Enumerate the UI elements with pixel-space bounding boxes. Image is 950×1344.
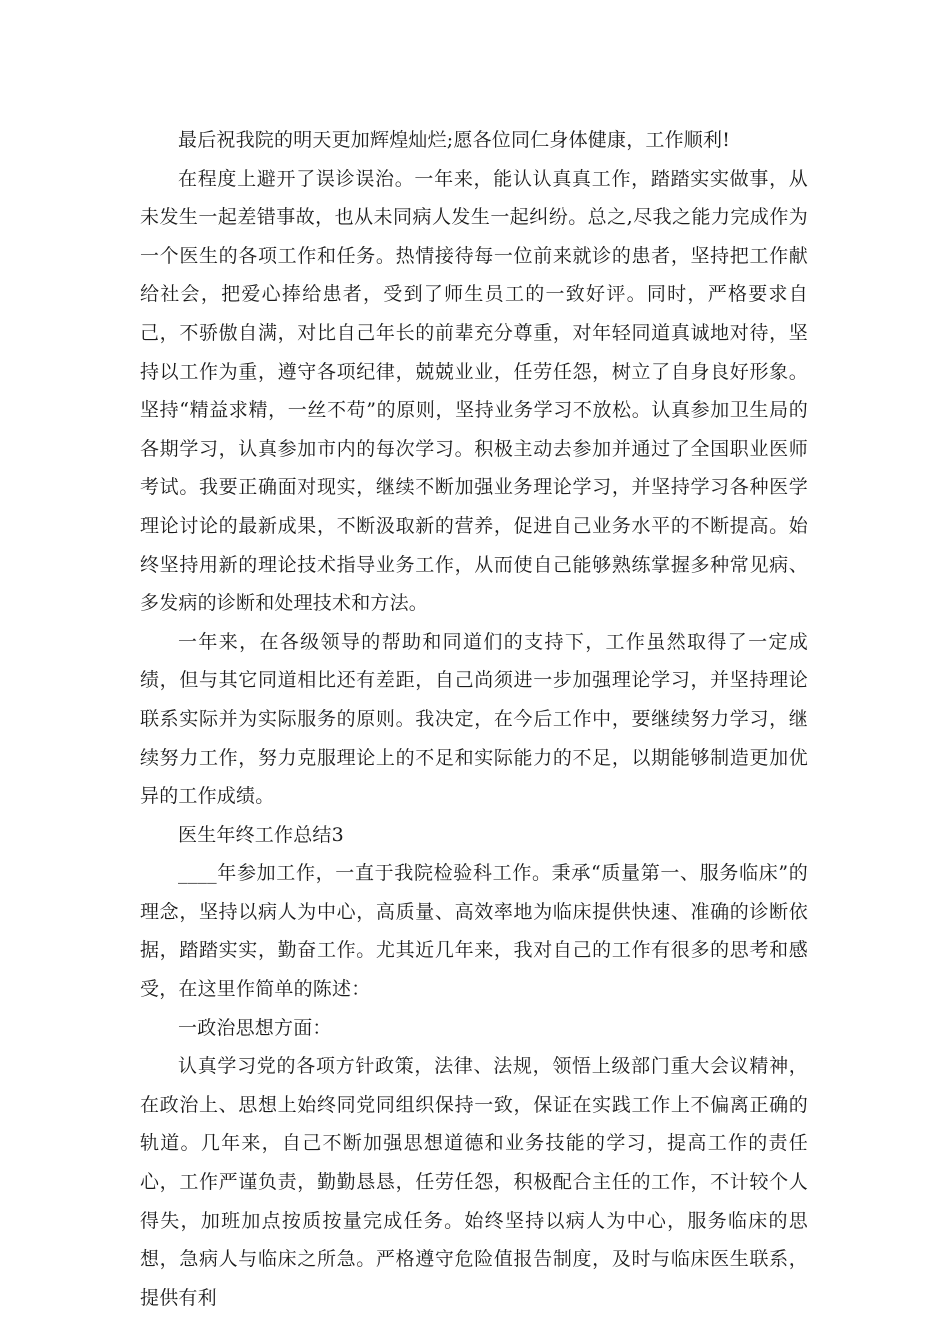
paragraph-closing-wishes: 最后祝我院的明天更加辉煌灿烂;愿各位同仁身体健康，工作顺利! (178, 129, 731, 151)
paragraph-future-plan: 一年来，在各级领导的帮助和同道们的支持下，工作虽然取得了一定成绩，但与其它同道相比还有差距，自己尚须进一步加强理论学习，并坚持理论联系实际并为实际服务的原则。我决定，在今后工作中，要继续努力学习，继续努力工作，努力克服理论上的不足和实际能力的不足，以期能够制造更加优异的工作成绩。 (140, 630, 808, 808)
section-heading-summary-3: 医生年终工作总结3 (178, 823, 344, 846)
subheading-political-thought: 一政治思想方面： (178, 1016, 332, 1039)
document-body (140, 121, 808, 1317)
paragraph-political-study: 认真学习党的各项方针政策，法律、法规，领悟上级部门重大会议精神，在政治上、思想上始终同党同组织保持一致，保证在实践工作上不偏离正确的轨道。几年来，自己不断加强思想道德和业务技能的学习，提高工作的责任心，工作严谨负责，勤勤恳恳，任劳任怨，积极配合主任的工作，不计较个人得失，加班加点按质按量完成任务。始终坚持以病人为中心，服务临床的思想，急病人与临床之所急。严格遵守危险值报告制度，及时与临床医生联系，提供有利 (140, 1055, 808, 1309)
paragraph-lab-work-intro: ____年参加工作，一直于我院检验科工作。秉承“质量第一、服务临床”的理念，坚持以病人为中心，高质量、高效率地为临床提供快速、准确的诊断依据，踏踏实实，勤奋工作。尤其近几年来，我对自己的工作有很多的思考和感受，在这里作简单的陈述： (140, 862, 808, 1001)
paragraph-work-review: 在程度上避开了误诊误治。一年来，能认认真真工作，踏踏实实做事，从未发生一起差错事故，也从未同病人发生一起纠纷。总之,尽我之能力完成作为一个医生的各项工作和任务。热情接待每一位前来就诊的患者，坚持把工作献给社会，把爱心捧给患者，受到了师生员工的一致好评。同时，严格要求自己，不骄傲自满，对比自己年长的前辈充分尊重，对年轻同道真诚地对待，坚持以工作为重，遵守各项纪律，兢兢业业，任劳任怨，树立了自身良好形象。坚持“精益求精，一丝不苟”的原则，坚持业务学习不放松。认真参加卫生局的各期学习，认真参加市内的每次学习。积极主动去参加并通过了全国职业医师考试。我要正确面对现实，继续不断加强业务理论学习，并坚持学习各种医学理论讨论的最新成果，不断汲取新的营养，促进自己业务水平的不断提高。始终坚持用新的理论技术指导业务工作，从而使自己能够熟练掌握多种常见病、多发病的诊断和处理技术和方法。 (140, 167, 808, 615)
